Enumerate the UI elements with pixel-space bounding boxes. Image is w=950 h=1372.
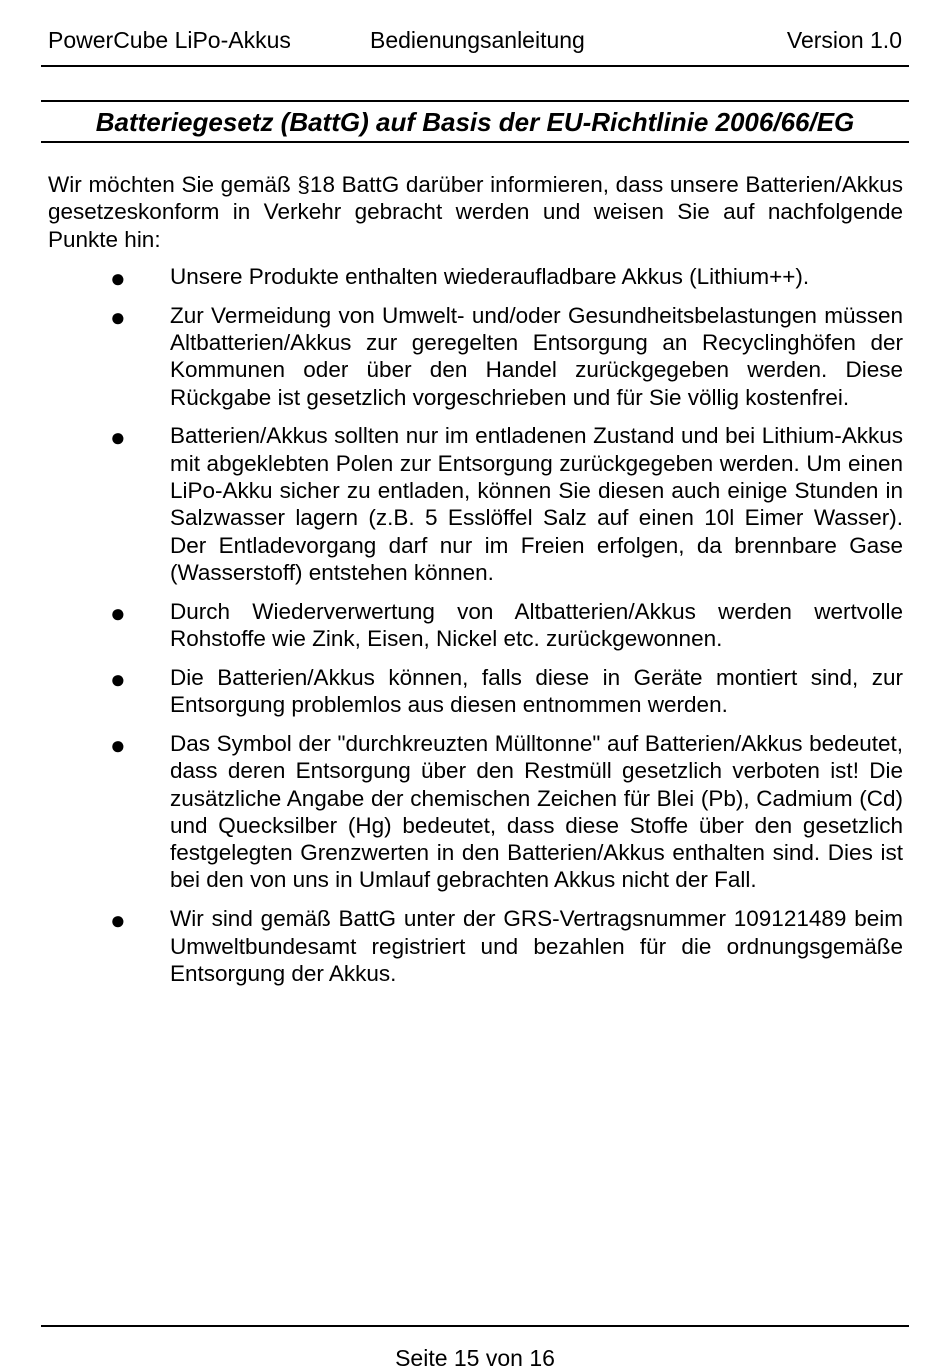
header-version: Version 1.0 [786, 27, 902, 53]
title-bottom-rule [41, 141, 909, 143]
bullet-icon: ● [110, 263, 126, 293]
list-item-text: Wir sind gemäß BattG unter der GRS-Vertragsnummer 109121489 beim Umweltbundesamt registriert und bezahlen für die ordnungsgemäße Entsorgung der Akkus. [170, 906, 903, 986]
list-item [0, 730, 950, 894]
header-rule [41, 65, 909, 67]
section-title: Batteriegesetz (BattG) auf Basis der EU-Richtlinie 2006/66/EG [95, 107, 855, 137]
list-item-text: Unsere Produkte enthalten wiederaufladbare Akkus (Lithium++). [170, 264, 810, 289]
bullet-icon: ● [110, 663, 126, 694]
page-header [48, 26, 902, 54]
list-item-text: Das Symbol der "durchkreuzten Mülltonne" auf Batterien/Akkus bedeutet, dass deren Entsorgung über den Restmüll gesetzlich verboten ist! Die zusätzliche Angabe der chemischen Zeichen für Blei (Pb), Cadmium (Cd) und Quecksilber (Hg) bedeutet, dass diese Stoffe über den gesetzlich festgelegten Grenzwerten in den Batterien/Akkus enthalten sind. Dies ist bei den von uns in Umlauf gebrachten Akkus nicht der Fall. [170, 730, 903, 893]
list-item-text: Batterien/Akkus sollten nur im entladenen Zustand und bei Lithium-Akkus mit abgeklebten Polen zur Entsorgung zurückgegeben werden. Um einen LiPo-Akku sicher zu entladen, können Sie diesen auch einige Stunden in Salzwasser lagern (z.B. 5 Esslöffel Salz auf einen 10l Eimer Wasser). Der Entladevorgang darf nur im Freien erfolgen, da brennbare Gase (Wasserstoff) entstehen können. [170, 423, 903, 585]
list-item-text: Durch Wiederverwertung von Altbatterien/Akkus werden wertvolle Rohstoffe wie Zink, Eisen, Nickel etc. zurückgewonnen. [170, 598, 903, 652]
list-item-text: Zur Vermeidung von Umwelt- und/oder Gesundheitsbelastungen müssen Altbatterien/Akkus zur geregelten Entsorgung an Recyclinghöfen der Kommunen oder über den Handel zurückgegeben werden. Diese Rückgabe ist gesetzlich vorgeschrieben und für Sie völlig kostenfrei. [170, 302, 903, 410]
list-item-text: Die Batterien/Akkus können, falls diese in Geräte montiert sind, zur Entsorgung problemlos aus diesen entnommen werden. [170, 664, 903, 718]
title-top-rule [41, 100, 909, 102]
bullet-icon: ● [110, 905, 126, 936]
header-document-type: Bedienungsanleitung [370, 27, 585, 53]
header-product-name: PowerCube LiPo-Akkus [48, 27, 291, 53]
bullet-icon: ● [110, 597, 126, 628]
bullet-icon: ● [110, 422, 126, 453]
bullet-list [0, 263, 950, 999]
page-number: Seite 15 von 16 [395, 1345, 555, 1371]
bullet-icon: ● [110, 729, 126, 760]
list-item [0, 302, 950, 411]
list-item [0, 422, 950, 586]
list-item [0, 263, 950, 293]
bullet-icon: ● [110, 301, 126, 332]
list-item [0, 598, 950, 653]
footer-rule [41, 1325, 909, 1327]
intro-paragraph: Wir möchten Sie gemäß §18 BattG darüber informieren, dass unsere Batterien/Akkus gesetzeskonform in Verkehr gebracht werden und weisen Sie auf nachfolgende Punkte hin: [48, 172, 903, 252]
list-item [0, 664, 950, 719]
list-item [0, 905, 950, 987]
